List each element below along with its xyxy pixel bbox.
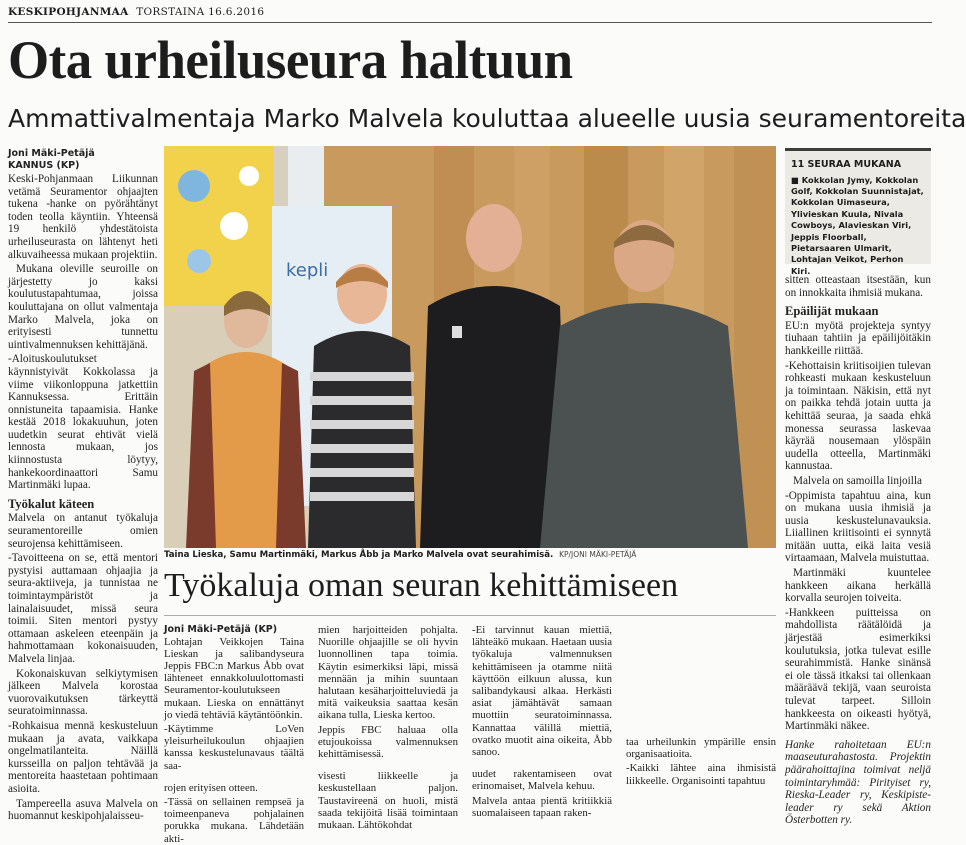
paper-name: KESKIPOHJANMAA <box>8 6 129 18</box>
paragraph: -Oppimista tapahtuu aina, kun on mukana uusia ihmisiä ja uusia keskustelunavauksia. Liiallinen kriitisointi ei synnytä mitään uutta, eikä laita vesiä virtaamaan, Malvela muistuttaa. <box>785 489 931 565</box>
photo-caption: Taina Lieska, Samu Martinmäki, Markus Åbb ja Marko Malvela ovat seurahimisä. <box>164 550 554 560</box>
photo-caption-row <box>164 550 776 560</box>
paragraph: Kokonaiskuvan selkiytymisen jälkeen Malvela korostaa vuorovaikutuksen tärkeyttä seuratoiminnassa. <box>8 667 158 718</box>
factbox-title: 11 SEURAA MUKANA <box>791 159 902 170</box>
factbox-text <box>791 175 925 278</box>
story1-dateline: KANNUS (KP) <box>8 159 80 171</box>
article-photo <box>164 146 776 548</box>
paragraph: Tampereella asuva Malvela on huomannut keskipohjalaisseu- <box>8 797 158 823</box>
footnote: Hanke rahoitetaan EU:n maaseuturahastosta. Projektin päärahoittajina toimivat neljä toimintaryhmää: Pirityiset ry, Rieska-Leader ry, Keskipiste-leader ry sekä Aktion Österbotten ry. <box>785 738 931 827</box>
subhead-tyokalut: Työkalut käteen <box>8 496 95 511</box>
paragraph: -Käytimme LoVen yleisurheilukoulun ohjaajien kanssa keskustelunavaus täältä saa- <box>164 722 304 772</box>
story2-rule <box>164 615 776 616</box>
paragraph: Jeppis FBC haluaa olla etujoukoissa valmennuksen kehittämisessä. <box>318 723 458 761</box>
paragraph: sitten otteastaan itsestään, kun on innokkaita ihmisiä mukana. <box>785 274 931 299</box>
paragraph: -Kaikki lähtee aina ihmisistä liikkeelle. Organisointi tapahtuu <box>626 762 776 787</box>
paragraph: Malvela on samoilla linjoilla <box>793 474 922 487</box>
paragraph: -Ei tarvinnut kauan miettiä, lähteäkö mukaan. Haetaan uusia työkaluja valmennuksen kehittämiseen ja otamme niitä käyttöön eilkuun alussa, kun salibandykausi alkaa. Herkästi asiat jämähtävät samaan muottiin seuratoiminnassa. Kannattaa välillä miettiä, ovatko muotit aina oikeita, Åbb sanoo. <box>472 624 612 759</box>
paragraph: Mukana oleville seuroille on järjestetty jo kaksi koulutustapahtumaa, joissa kouluttajana on ollut valmentaja Marko Malvela, joka on erityisesti tunnettu uintivalmennuksen kehittäjänä. <box>8 263 158 351</box>
paragraph: -Kehottaisin kriitisoijien tulevan rohkeasti mukaan keskusteluun ja toimintaan. Näkisin, että nyt on paikka tehdä jotain uutta ja kehittää seuraa, ja saada ehkä monessa seurassa laskevaa käyrää nousemaan ylöspäin uudella otteella, Martinmäki kannustaa. <box>785 359 931 473</box>
story2-byline: Joni Mäki-Petäjä (KP) <box>164 624 278 635</box>
paragraph: Malvela on antanut työkaluja seuramentoreille omien seurojensa kehittämiseen. <box>8 512 158 550</box>
story1-column-1 <box>8 148 158 823</box>
headline: Ota urheiluseura haltuun <box>8 30 573 90</box>
paragraph: Lohtajan Veikkojen Taina Lieskan ja salibandyseura Jeppis FBC:n Markus Åbb ovat lähteneet ennakkoluulottomasti Seuramentor-koulutukseen mukaan. Lieska on ennättänyt jo viedä tehtäviä käytäntöönkin. <box>164 635 304 721</box>
bullet-icon: ■ <box>791 174 802 185</box>
paragraph: Malvela antaa pientä kritiikkiä suomalaiseen tapaan raken- <box>472 794 612 819</box>
story2-column-2 <box>318 624 458 832</box>
subhead-epailijat: Epäilijät mukaan <box>785 304 879 319</box>
paragraph: uudet rakentamiseen ovat erinomaiset, Malvela kehuu. <box>472 768 612 793</box>
factbox-rule <box>785 148 931 151</box>
story1-column-right <box>785 274 931 827</box>
paragraph: -Hankkeen puitteissa on mahdollista räätälöidä ja järjestää esimerkiksi koulutuksia, jotka tulevat esille seurahimmistä. Hanke sinänsä ei ole tässä itkaksi tai ollenkaan määräävä tekijä, vaan seuroista tulevat tarpeet. Silloin hankkeesta on oikeasti hyötyä, Martinmäki näkee. <box>785 606 931 733</box>
issue-date: TORSTAINA 16.6.2016 <box>136 6 265 18</box>
story2-column-1 <box>164 624 304 845</box>
banner-text: kepli <box>286 260 329 281</box>
paragraph: Keski-Pohjanmaan Liikunnan vetämä Seuramentor ohjaajten tukena -hanke on pyörähtänyt toden teolla käyntiin. Yhteensä 19 henkilö yhdestätoista urheiluseurasta on lähtenyt heti alkuvaiheessa mukaan projektiin. <box>8 173 158 261</box>
factbox <box>785 148 931 276</box>
paragraph: visesti liikkeelle ja keskustellaan paljon. Taustavireenä on huoli, mistä saada tekijöitä lisää toimintaan mukaan. Lähtökohdat <box>318 770 458 832</box>
paragraph: rojen erityisen otteen. <box>164 781 258 794</box>
factbox-list: Kokkolan Jymy, Kokkolan Golf, Kokkolan Suunnistajat, Kokkolan Uimaseura, Ylivieskan Kuula, Nivala Cowboys, Alavieskan Viri, Jeppis Floorball, Pietarsaaren Ulmarit, Lohtajan Veikot, Perhon Kiri. <box>791 174 924 276</box>
photo-illustration <box>164 146 776 548</box>
paragraph: mien harjoitteiden pohjalta. Nuorille ohjaajille se oli hyvin luonnollinen tapa toimia. Käytin esimerkiksi läpi, missä mennään ja mihin suuntaan halutaan kesäharjoitteluviedä ja mitä vaikeuksia saattaa kesän aikana tulla, Lieska kertoo. <box>318 624 458 722</box>
paragraph: -Aloituskoulutukset käynnistyivät Kokkolassa ja viime viikonloppuna jatkettiin Kannuksessa. Erittäin onnistuneita tapaamisia. Hanke kestää 2018 lokakuuhun, joten uudetkin seurat ehtivät vielä lennosta mukaan, jos kiinnostusta löytyy, hankekoordinaattori Samu Martinmäki lupaa. <box>8 353 158 492</box>
story2-column-3 <box>472 624 612 819</box>
photo-credit: KP/JONI MÄKI-PETÄJÄ <box>559 550 637 559</box>
paragraph: -Rohkaisua mennä keskusteluun mukaan ja avata, vaikkapa ongelmatilanteita. Näillä kursseilla on paljon tehtävää ja mentoreita haastetaan pohtimaan asioita. <box>8 719 158 795</box>
paragraph: Martinmäki kuuntelee hankkeen aikana herkällä korvalla seurojen toiveita. <box>785 567 931 605</box>
paragraph: taa urheilunkin ympärille ensin organisaatioita. <box>626 736 776 761</box>
paragraph: EU:n myötä projekteja syntyy tiuhaan tahtiin ja epäilijöitäkin hankkeille riittää. <box>785 319 931 357</box>
masthead <box>8 6 264 18</box>
story2-column-4 <box>626 624 776 799</box>
paragraph: -Tavoitteena on se, että mentori pystyisi auttamaan ohjaajia ja seura-aktiiveja, ja tunnistaa ne toimintaympäristöt ja lainalaisuudet, missä seura toimii. Siten mentori pystyy ottamaan askeleen eteenpäin ja hahmottamaan kokonaisuuden, Malvela linjaa. <box>8 552 158 665</box>
story1-byline: Joni Mäki-Petäjä <box>8 148 95 159</box>
paragraph: -Tässä on sellainen rempseä ja toimeenpaneva pohjalainen porukka mukana. Lähdetään akti- <box>164 795 304 845</box>
subheadline: Ammattivalmentaja Marko Malvela kouluttaa alueelle uusia seuramentoreita <box>8 104 966 133</box>
masthead-rule <box>8 22 932 23</box>
story2-headline: Työkaluja oman seuran kehittämiseen <box>164 567 679 604</box>
